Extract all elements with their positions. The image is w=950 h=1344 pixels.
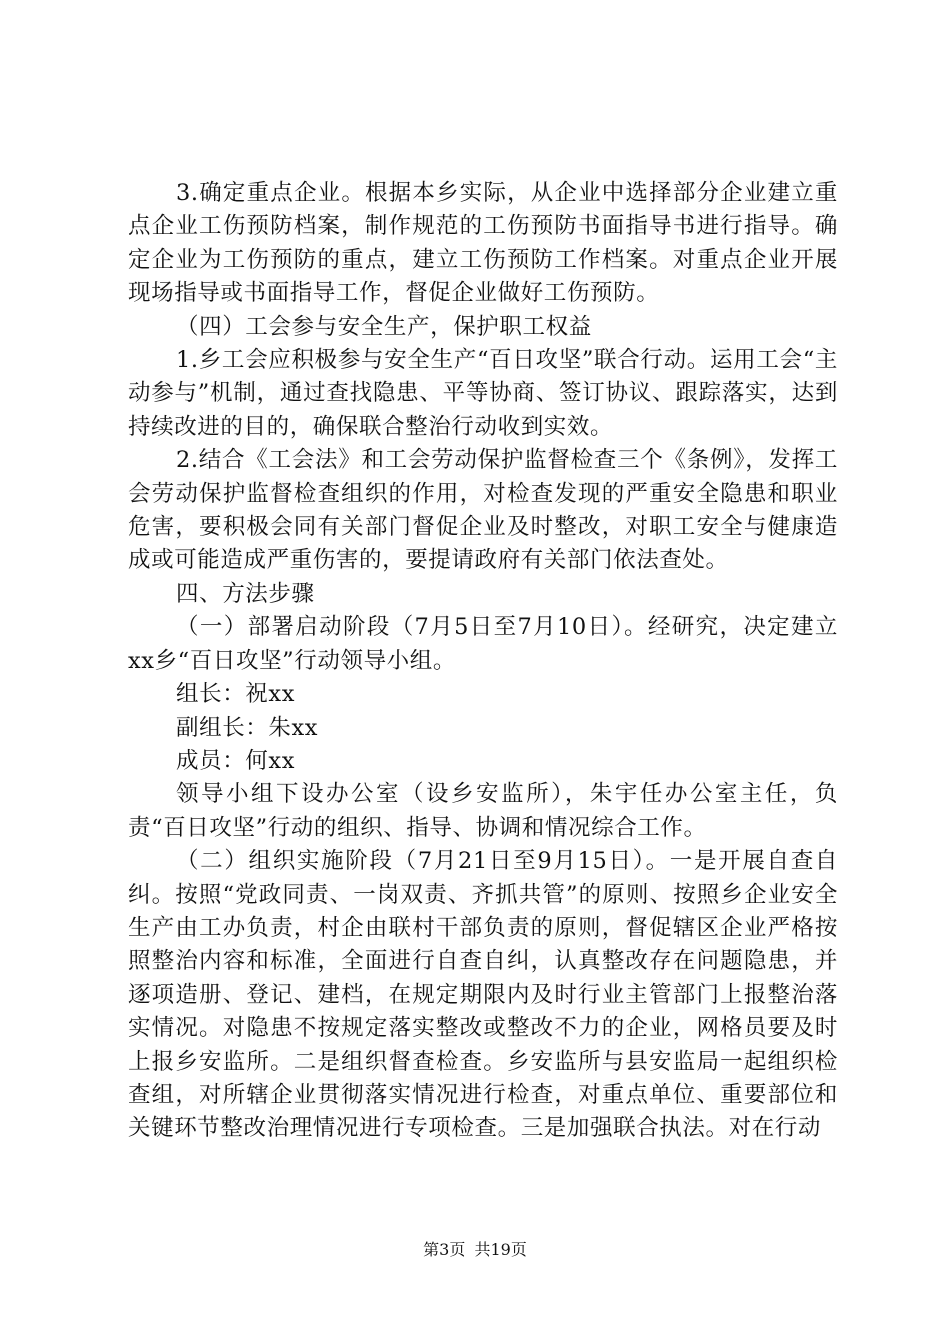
page-footer (0, 1240, 950, 1260)
paragraph-union-action: 1.乡工会应积极参与安全生产“百日攻坚”联合行动。运用工会“主动参与”机制，通过查找隐患、平等协商、签订协议、跟踪落实，达到持续改进的目的，确保联合整治行动收到实效。 (128, 347, 838, 440)
document-body (128, 177, 838, 1146)
page-number: 第3页 (423, 1240, 466, 1259)
paragraph-team-leader: 组长：祝xx (176, 681, 295, 708)
paragraph-members: 成员：何xx (176, 747, 295, 774)
paragraph-union-law: 2.结合《工会法》和工会劳动保护监督检查三个《条例》，发挥工会劳动保护监督检查组织的作用，对检查发现的严重安全隐患和职业危害，要积极会同有关部门督促企业及时整改，对职工安全与健康造成或可能造成严重伤害的，要提请政府有关部门依法查处。 (128, 447, 838, 574)
paragraph-deployment-stage: （一）部署启动阶段（7月5日至7月10日）。经研究，决定建立xx乡“百日攻坚”行动领导小组。 (128, 614, 838, 674)
paragraph-deputy-leader: 副组长：朱xx (176, 714, 319, 741)
paragraph-implementation-stage: （二）组织实施阶段（7月21日至9月15日）。一是开展自查自纠。按照“党政同责、一岗双责、齐抓共管”的原则、按照乡企业安全生产由工办负责，村企由联村干部负责的原则，督促辖区企业严格按照整治内容和标准，全面进行自查自纠，认真整改存在问题隐患，并逐项造册、登记、建档，在规定期限内及时行业主管部门上报整治落实情况。对隐患不按规定落实整改或整改不力的企业，网格员要及时上报乡安监所。二是组织督查检查。乡安监所与县安监局一起组织检查组，对所辖企业贯彻落实情况进行检查，对重点单位、重要部位和关键环节整改治理情况进行专项检查。三是加强联合执法。对在行动 (128, 848, 838, 1142)
heading-methods-steps: 四、方法步骤 (176, 580, 315, 607)
heading-union-participation: （四）工会参与安全生产，保护职工权益 (176, 313, 592, 340)
page-total: 共19页 (474, 1240, 527, 1259)
paragraph-key-enterprises: 3.确定重点企业。根据本乡实际，从企业中选择部分企业建立重点企业工伤预防档案，制作规范的工伤预防书面指导书进行指导。确定企业为工伤预防的重点，建立工伤预防工作档案。对重点企业开展现场指导或书面指导工作，督促企业做好工伤预防。 (128, 180, 838, 307)
paragraph-office: 领导小组下设办公室（设乡安监所），朱宇任办公室主任，负责“百日攻坚”行动的组织、指导、协调和情况综合工作。 (128, 781, 838, 841)
